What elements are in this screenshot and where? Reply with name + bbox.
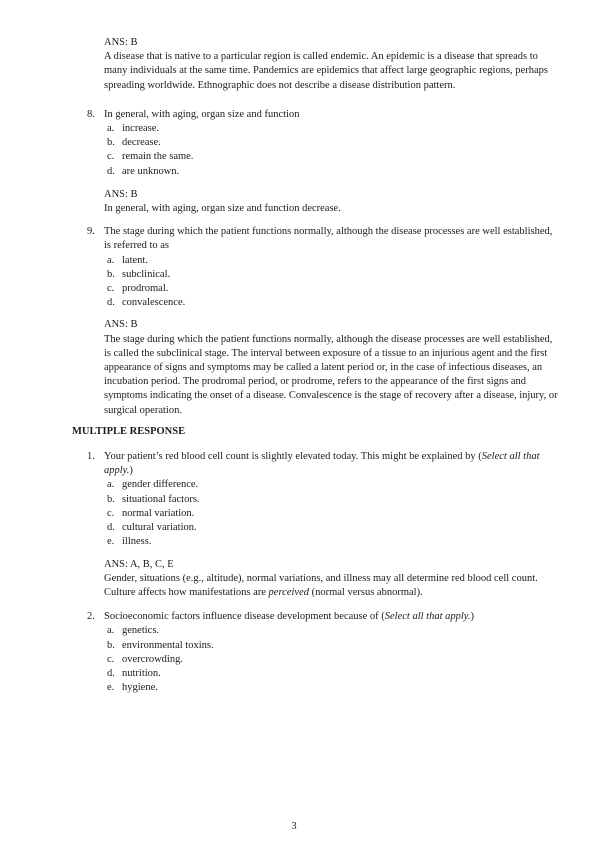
option-list bbox=[104, 478, 558, 549]
option-letter: d. bbox=[107, 522, 115, 534]
answer-block bbox=[104, 558, 558, 601]
option-d bbox=[107, 667, 558, 681]
question-9 bbox=[87, 225, 558, 418]
question-number: 8. bbox=[87, 108, 95, 120]
option-c bbox=[107, 653, 558, 667]
option-text: latent. bbox=[122, 254, 148, 266]
answer-label: ANS: A, B, C, E bbox=[104, 558, 174, 570]
option-text: subclinical. bbox=[122, 268, 171, 280]
option-a bbox=[107, 122, 558, 136]
option-letter: c. bbox=[107, 507, 115, 519]
answer-explanation: A disease that is native to a particular region is called endemic. An epidemic is a disease that spreads to many individuals at the same time. Pandemics are epidemics that affect large geographic regions, perhaps spreading worldwide. Ethnographic does not describe a disease distribution pattern. bbox=[104, 51, 548, 91]
option-text: situational factors. bbox=[122, 493, 200, 505]
option-text: cultural variation. bbox=[122, 522, 197, 534]
question-text: In general, with aging, organ size and function bbox=[104, 108, 300, 120]
question-number: 9. bbox=[87, 226, 95, 238]
option-d bbox=[107, 165, 558, 179]
select-all-italic: Select all that apply. bbox=[104, 451, 540, 477]
option-text: nutrition. bbox=[122, 667, 161, 679]
question-text-plain: Your patient’s red blood cell count is slightly elevated today. This might be explained by ( bbox=[104, 451, 482, 463]
option-text: gender difference. bbox=[122, 479, 199, 491]
select-all-italic: Select all that apply. bbox=[384, 611, 471, 623]
option-letter: a. bbox=[107, 625, 115, 637]
option-text: overcrowding. bbox=[122, 653, 183, 665]
option-b bbox=[107, 493, 558, 507]
option-letter: b. bbox=[107, 493, 115, 505]
option-letter: b. bbox=[107, 268, 115, 280]
option-text: environmental toxins. bbox=[122, 639, 214, 651]
option-text: normal variation. bbox=[122, 507, 195, 519]
question-text-close: ) bbox=[129, 465, 133, 477]
option-letter: e. bbox=[107, 536, 115, 548]
option-a bbox=[107, 478, 558, 492]
answer-text-tail: (normal versus abnormal). bbox=[308, 586, 423, 598]
answer-label: ANS: B bbox=[104, 319, 138, 331]
page-number: 3 bbox=[291, 821, 297, 832]
question-body bbox=[104, 450, 558, 600]
option-c bbox=[107, 150, 558, 164]
answer-label: ANS: B bbox=[104, 37, 138, 48]
question-body bbox=[104, 108, 558, 216]
question-text bbox=[104, 610, 558, 624]
section-header: MULTIPLE RESPONSE bbox=[72, 425, 186, 437]
option-text: increase. bbox=[122, 123, 160, 135]
answer-block bbox=[104, 318, 558, 417]
option-letter: e. bbox=[107, 682, 115, 694]
answer-explanation bbox=[104, 572, 558, 600]
option-list bbox=[104, 122, 558, 179]
answer-label: ANS: B bbox=[104, 188, 138, 200]
option-letter: a. bbox=[107, 123, 115, 135]
option-letter: c. bbox=[107, 151, 115, 163]
question-text-close: ) bbox=[470, 611, 474, 623]
option-a bbox=[107, 254, 558, 268]
option-c bbox=[107, 507, 558, 521]
option-text: illness. bbox=[122, 536, 152, 548]
option-a bbox=[107, 624, 558, 638]
option-text: genetics. bbox=[122, 625, 160, 637]
option-c bbox=[107, 282, 558, 296]
question-number: 2. bbox=[87, 611, 95, 623]
answer-block-carryover bbox=[104, 0, 558, 93]
question-number: 1. bbox=[87, 451, 95, 463]
option-e bbox=[107, 535, 558, 549]
option-letter: d. bbox=[107, 165, 115, 177]
option-letter: d. bbox=[107, 297, 115, 309]
option-list bbox=[104, 624, 558, 695]
option-list bbox=[104, 254, 558, 311]
mr-question-1 bbox=[87, 450, 558, 600]
option-d bbox=[107, 521, 558, 535]
option-letter: c. bbox=[107, 283, 115, 295]
option-d bbox=[107, 296, 558, 310]
option-letter: a. bbox=[107, 254, 115, 266]
question-text-plain: Socioeconomic factors influence disease development because of ( bbox=[104, 611, 385, 623]
answer-block bbox=[104, 188, 558, 216]
option-text: remain the same. bbox=[122, 151, 194, 163]
mr-question-2 bbox=[87, 610, 558, 695]
answer-text-plain: Gender, situations (e.g., altitude), normal variations, and illness may all determine red blood cell count. Culture affects how manifestations are bbox=[104, 572, 538, 598]
option-letter: a. bbox=[107, 479, 115, 491]
question-body bbox=[104, 225, 558, 418]
option-text: hygiene. bbox=[122, 682, 158, 694]
option-e bbox=[107, 681, 558, 695]
option-letter: b. bbox=[107, 137, 115, 149]
option-b bbox=[107, 136, 558, 150]
option-letter: b. bbox=[107, 639, 115, 651]
question-text: The stage during which the patient functions normally, although the disease processes are well established, is referred to as bbox=[104, 226, 553, 252]
question-body bbox=[104, 610, 558, 695]
answer-text-italic: perceived bbox=[268, 586, 309, 598]
option-text: decrease. bbox=[122, 137, 161, 149]
answer-explanation: The stage during which the patient functions normally, although the disease processes are well established, is called the subclinical stage. The interval between exposure of a tissue to an injurious agent and the first appearance of signs and symptoms may be called a latent period or, in the case of infectious diseases, an incubation period. The prodromal period, or prodrome, refers to the appearance of the first signs and symptoms indicating the onset of a disease. Convalescence is the stage of recovery after a disease, injury, or surgical operation. bbox=[104, 333, 558, 416]
question-8 bbox=[87, 108, 558, 216]
option-text: convalescence. bbox=[122, 297, 186, 309]
option-text: prodromal. bbox=[122, 283, 169, 295]
option-b bbox=[107, 639, 558, 653]
option-b bbox=[107, 268, 558, 282]
option-text: are unknown. bbox=[122, 165, 180, 177]
question-text bbox=[104, 450, 558, 478]
option-letter: c. bbox=[107, 653, 115, 665]
option-letter: d. bbox=[107, 667, 115, 679]
answer-explanation: In general, with aging, organ size and function decrease. bbox=[104, 203, 341, 215]
